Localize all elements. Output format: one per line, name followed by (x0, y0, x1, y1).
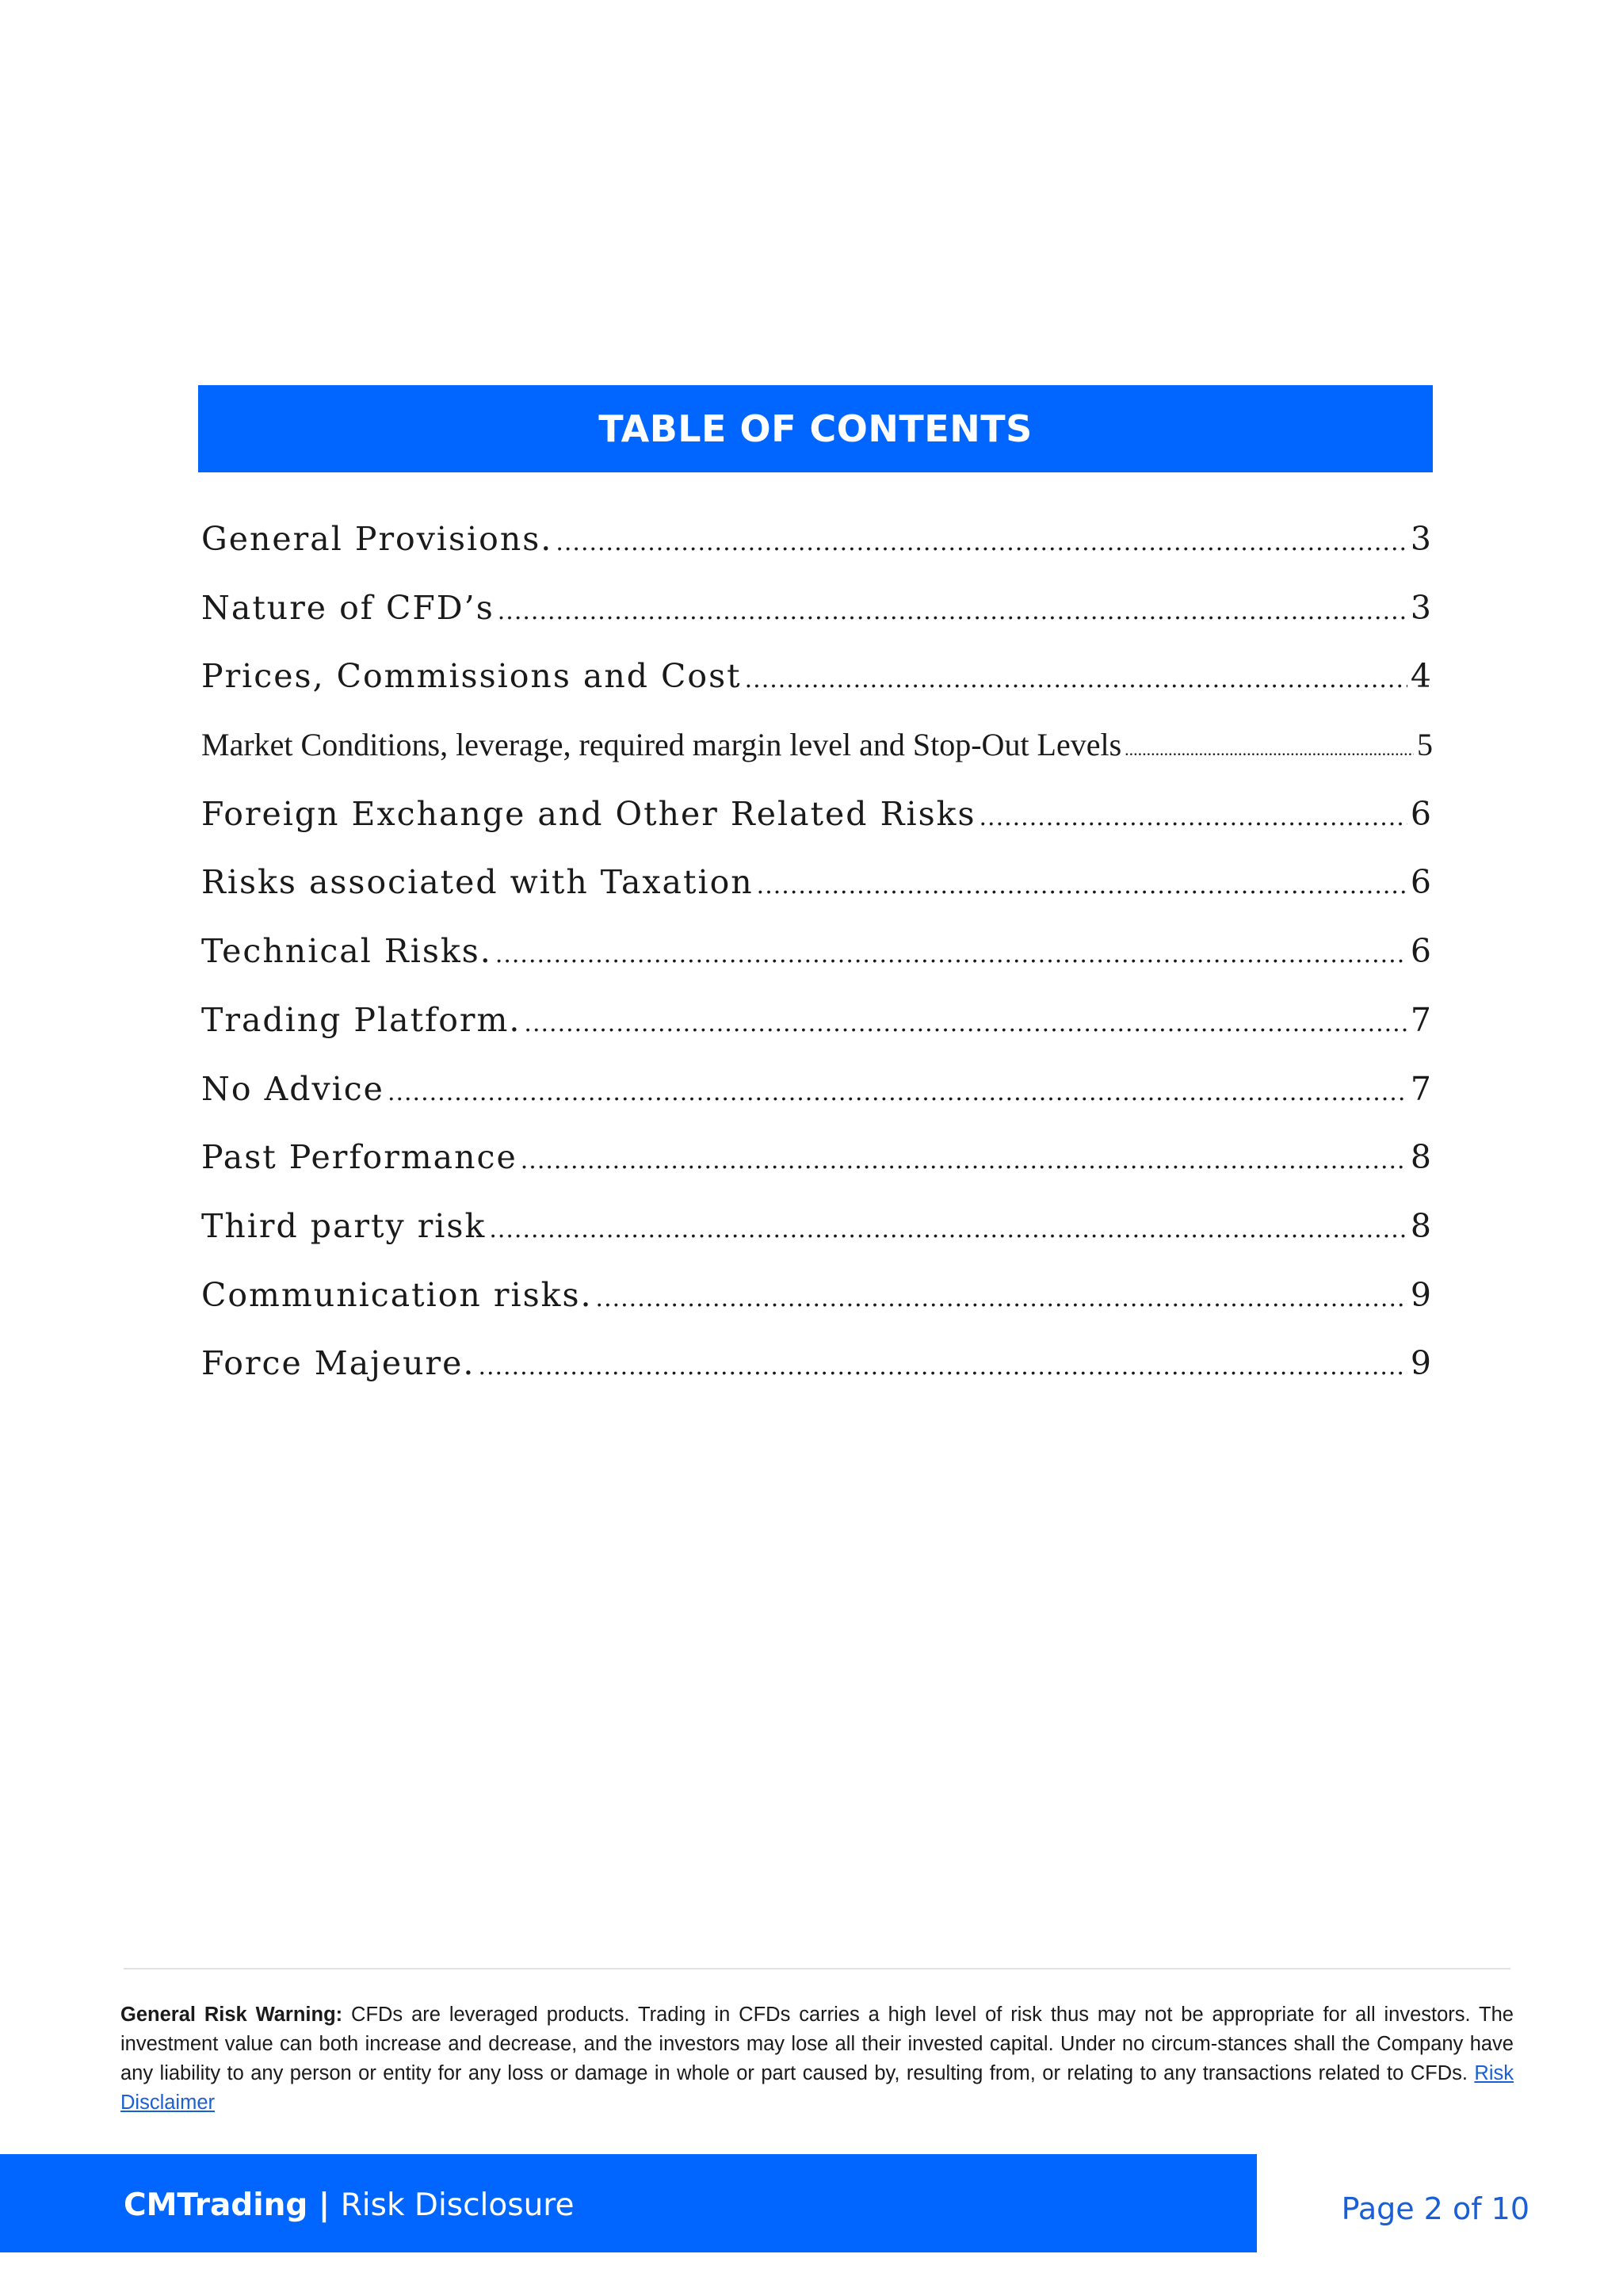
footer-divider (124, 1968, 1510, 1969)
toc-entry-label: Third party risk (201, 1206, 487, 1245)
toc-dot-leader (495, 941, 1407, 968)
toc-entry-label: Foreign Exchange and Other Related Risks (201, 794, 976, 833)
toc-entry-label: Nature of CFD’s (201, 588, 495, 627)
toc-entry-page: 7 (1410, 1000, 1433, 1039)
toc-entry-page: 9 (1410, 1344, 1433, 1383)
toc-entry-force-majeure[interactable] (201, 1344, 1433, 1413)
toc-dot-leader (498, 598, 1407, 625)
toc-entry-label: Prices, Commissions and Cost (201, 657, 742, 696)
brand-separator: | (307, 2187, 341, 2223)
toc-entry-communication-risks[interactable] (201, 1276, 1433, 1345)
toc-entry-trading-platform[interactable] (201, 1001, 1433, 1070)
toc-dot-leader (521, 1147, 1407, 1175)
toc-entry-label: General Provisions. (201, 520, 553, 558)
toc-dot-leader (596, 1285, 1407, 1312)
toc-list (201, 520, 1433, 1413)
toc-entry-no-advice[interactable] (201, 1070, 1433, 1139)
toc-entry-page: 6 (1410, 794, 1433, 833)
toc-dot-leader (1125, 739, 1414, 760)
toc-title: TABLE OF CONTENTS (598, 407, 1033, 450)
toc-entry-nature-of-cfds[interactable] (201, 589, 1433, 658)
toc-entry-label: Risks associated with Taxation (201, 863, 754, 902)
toc-dot-leader (489, 1216, 1407, 1244)
toc-entry-label: Force Majeure. (201, 1344, 475, 1383)
toc-entry-page: 3 (1410, 588, 1433, 627)
toc-entry-page: 8 (1410, 1206, 1433, 1245)
toc-entry-third-party-risk[interactable] (201, 1207, 1433, 1276)
toc-dot-leader (556, 529, 1407, 556)
toc-entry-taxation-risks[interactable] (201, 863, 1433, 932)
toc-dot-leader (388, 1079, 1407, 1106)
brand-name: CMTrading (124, 2187, 308, 2223)
toc-entry-label: No Advice (201, 1069, 384, 1108)
toc-entry-market-conditions[interactable] (201, 726, 1433, 795)
toc-header-banner (198, 385, 1433, 472)
toc-entry-label: Communication risks. (201, 1275, 593, 1314)
toc-dot-leader (745, 666, 1407, 693)
toc-entry-page: 6 (1410, 863, 1433, 902)
toc-entry-label: Past Performance (201, 1138, 517, 1177)
toc-entry-page: 3 (1410, 520, 1433, 558)
toc-dot-leader (980, 804, 1407, 831)
toc-dot-leader (757, 872, 1407, 900)
toc-entry-page: 7 (1410, 1069, 1433, 1108)
toc-entry-foreign-exchange[interactable] (201, 795, 1433, 864)
document-title: Risk Disclosure (340, 2187, 575, 2223)
toc-entry-general-provisions[interactable] (201, 520, 1433, 589)
toc-entry-page: 4 (1410, 657, 1433, 696)
toc-entry-page: 8 (1410, 1138, 1433, 1177)
risk-warning (120, 2000, 1514, 2118)
risk-disclaimer-link[interactable]: Risk Disclaimer (120, 2062, 1514, 2114)
toc-entry-label: Technical Risks. (201, 932, 492, 971)
toc-entry-page: 5 (1417, 727, 1433, 763)
toc-entry-prices-commissions-cost[interactable] (201, 657, 1433, 726)
toc-entry-label: Trading Platform. (201, 1000, 521, 1039)
toc-entry-page: 9 (1410, 1275, 1433, 1314)
toc-entry-technical-risks[interactable] (201, 932, 1433, 1001)
toc-dot-leader (524, 1010, 1407, 1037)
toc-entry-page: 6 (1410, 932, 1433, 971)
toc-dot-leader (478, 1353, 1407, 1381)
toc-entry-past-performance[interactable] (201, 1138, 1433, 1207)
footer-brand (124, 2187, 574, 2223)
toc-entry-label: Market Conditions, leverage, required margin level and Stop-Out Levels (201, 727, 1122, 763)
page-indicator: Page 2 of 10 (1341, 2191, 1529, 2226)
risk-warning-heading: General Risk Warning: (120, 2004, 343, 2026)
risk-warning-text: CFDs are leveraged products. Trading in CFDs carries a high level of risk thus may not be appropriate for all investors. The investment value can both increase and decrease, and the investors may lose all their invested capital. Under no circum-stances shall the Company have any liability to any person or entity for any loss or damage in whole or part caused by, resulting from, or relating to any transactions related to CFDs. (120, 2004, 1514, 2084)
